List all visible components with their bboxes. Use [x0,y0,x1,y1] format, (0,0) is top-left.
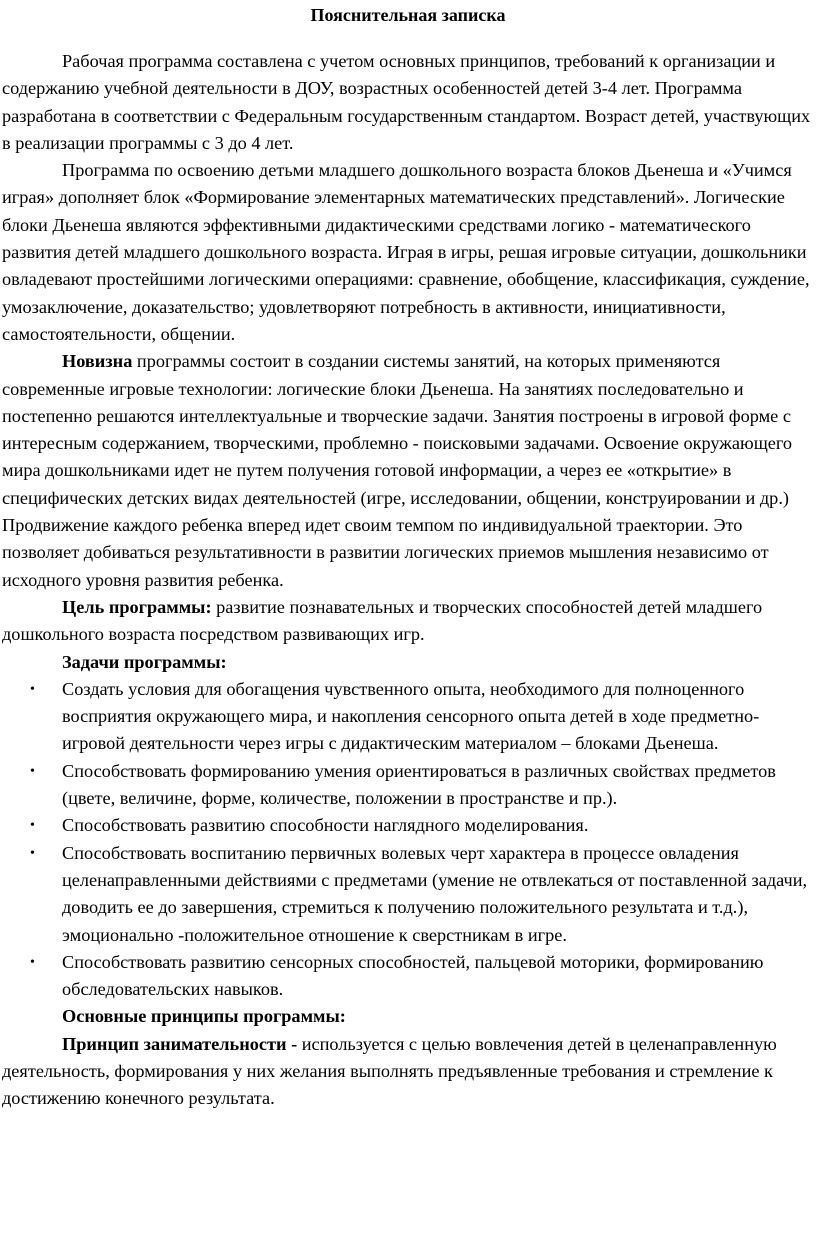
task-text: Создать условия для обогащения чувственного опыта, необходимого для полноценного восприятия окружающего мира, и накопления сенсорного опыта детей в ходе предметно-игровой деятельности через игры с дидактическим материалом – блоками Дьенеша. [62,678,760,754]
list-item [2,812,812,839]
program-paragraph: Программа по освоению детьми младшего дошкольного возраста блоков Дьенеша и «Учимся играя» дополняет блок «Формирование элементарных математических представлений». Логические блоки Дьенеша являются эффективными дидактическими средствами логико - математического развития детей младшего дошкольного возраста. Играя в игры, решая игровые ситуации, дошкольники овладевают простейшими логическими операциями: сравнение, обобщение, классификация, суждение, умозаключение, доказательство; удовлетворяют потребность в активности, инициативности, самостоятельности, общении. [2,160,810,344]
document-body [2,48,812,1113]
principle-paragraph [2,1031,812,1113]
bullet-icon: • [30,954,35,970]
list-item [2,840,812,949]
goal-text: развитие познавательных и творческих способностей детей младшего дошкольного возраста посредством развивающих игр. [2,596,763,645]
goal-label: Цель программы: [62,596,212,617]
tasks-heading: Задачи программы: [62,651,227,672]
principles-heading: Основные принципы программы: [62,1006,346,1027]
tasks-list [2,676,812,1004]
list-item [2,758,812,813]
task-text: Способствовать развитию способности наглядного моделирования. [62,815,589,836]
goal-paragraph [2,594,812,649]
intro-paragraph: Рабочая программа составлена с учетом основных принципов, требований к организации и содержанию учебной деятельности в ДОУ, возрастных особенностей детей 3-4 лет. Программа разработана в соответствии с Федеральным государственным стандартом. Возраст детей, участвующих в реализации программы с 3 до 4 лет. [2,51,811,153]
task-text: Способствовать развитию сенсорных способностей, пальцевой моторики, формированию обследовательских навыков. [62,951,764,1000]
list-item [2,949,812,1004]
document-title: Пояснительная записка [310,5,506,25]
principle-dash: - [286,1033,302,1054]
principle-label: Принцип занимательности [62,1033,287,1054]
bullet-icon: • [30,845,35,861]
task-text: Способствовать формированию умения ориентироваться в различных свойствах предметов (цвете, величине, форме, количестве, положении в пространстве и пр.). [62,760,776,809]
principle-text: используется с целью вовлечения детей в целенаправленную деятельность, формирования у них желания выполнять предъявленные требования и стремление к достижению конечного результата. [2,1033,777,1109]
bullet-icon: • [30,681,35,697]
novelty-paragraph [2,348,812,594]
list-item [2,676,812,758]
bullet-icon: • [30,763,35,779]
bullet-icon: • [30,818,35,834]
novelty-text: программы состоит в создании системы занятий, на которых применяются современные игровые технологии: логические блоки Дьенеша. На занятиях последовательно и постепенно решаются интеллектуальные и творческие задачи. Занятия построены в игровой форме с интересным содержанием, творческими, проблемно - поисковыми задачами. Освоение окружающего мира дошкольниками идет не путем получения готовой информации, а через ее «открытие» в специфических детских видах деятельностей (игре, исследовании, общении, конструировании и др.) Продвижение каждого ребенка вперед идет своим темпом по индивидуальной траектории. Это позволяет добиваться результативности в развитии логических приемов мышления независимо от исходного уровня развития ребенка. [2,351,793,590]
novelty-label: Новизна [62,351,133,372]
task-text: Способствовать воспитанию первичных волевых черт характера в процессе овладения целенаправленными действиями с предметами (умение не отвлекаться от поставленной задачи, доводить ее до завершения, стремиться к получению положительного результата и т.д.), эмоционально -положительное отношение к сверстникам в игре. [62,842,808,945]
